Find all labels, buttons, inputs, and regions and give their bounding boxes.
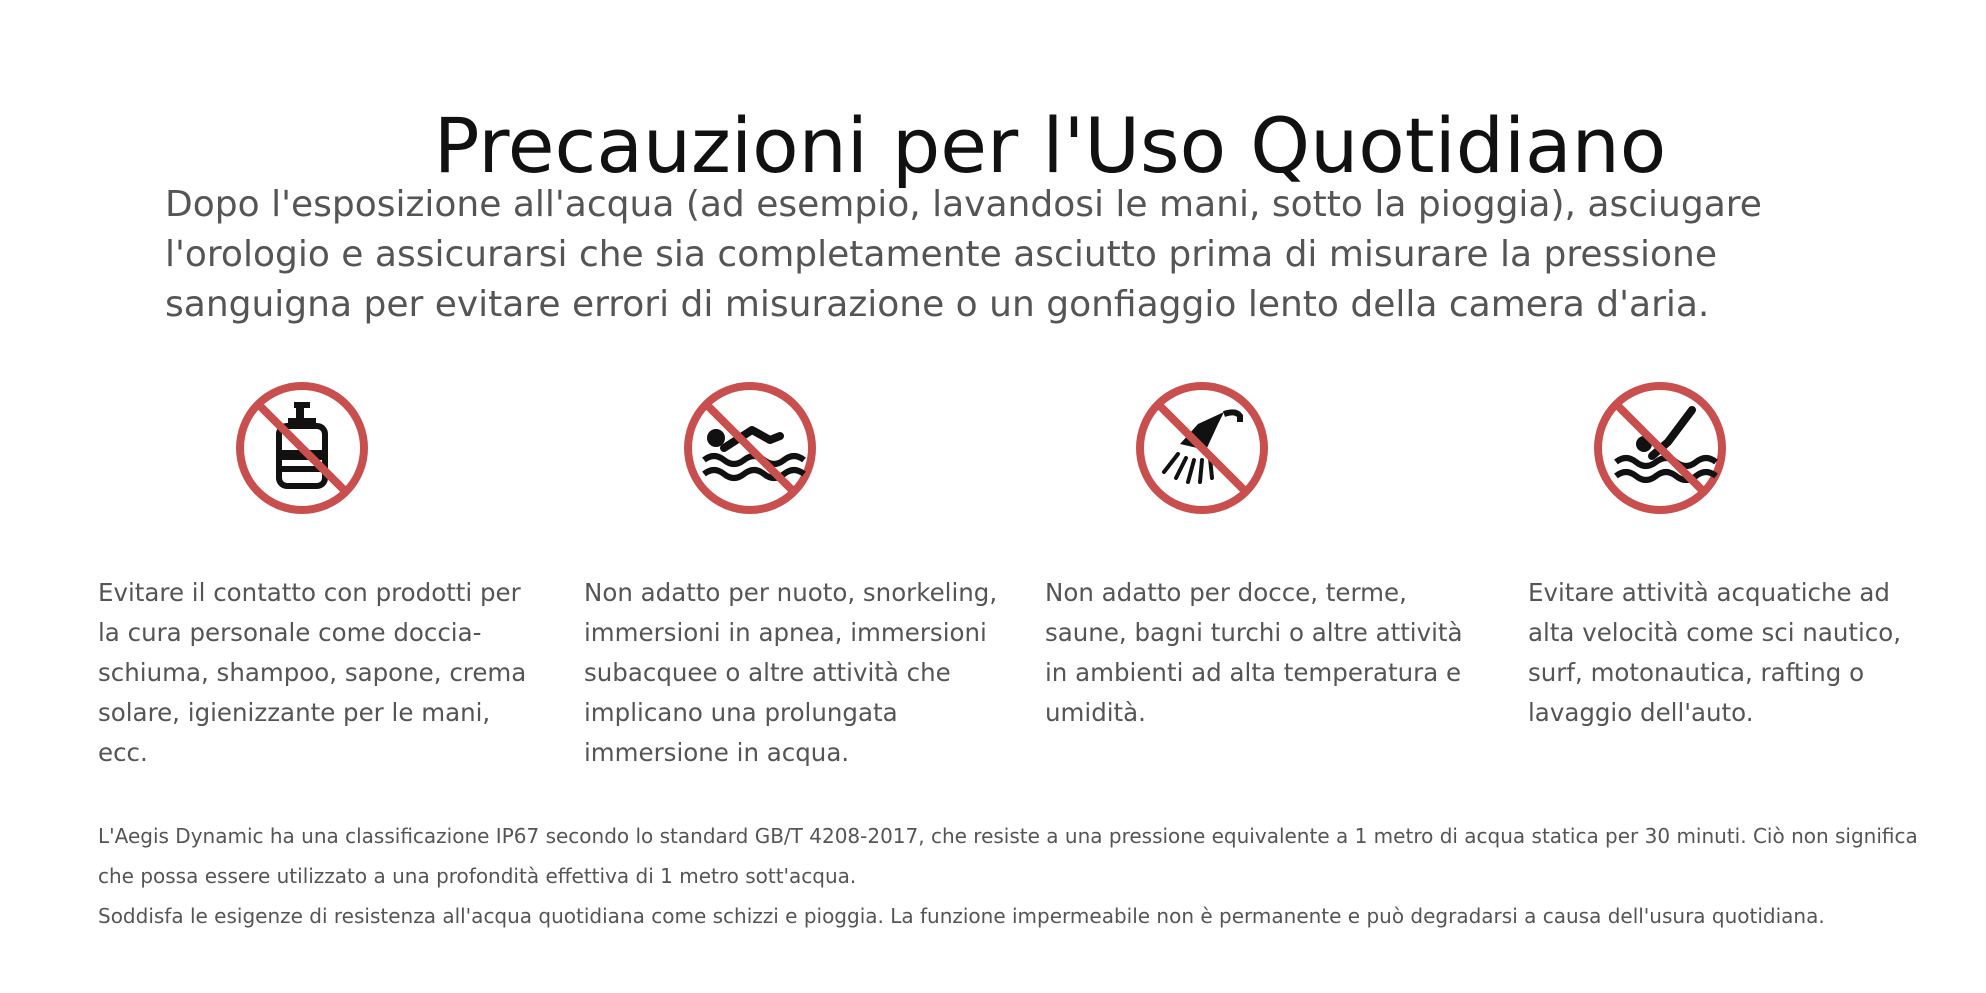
no-water-sports-icon — [1592, 380, 1728, 516]
precaution-icons — [0, 380, 1986, 520]
precaution-text-3: Non adatto per docce, terme, saune, bagni turchi o altre attività in ambienti ad alta temperatura e umidità. — [1045, 578, 1463, 727]
precaution-text-1: Evitare il contatto con prodotti per la cura personale come doccia-schiuma, shampoo, sapone, crema solare, igienizzante per le mani, ecc. — [98, 578, 527, 767]
page-title: Precauzioni per l'Uso Quotidiano — [433, 100, 1667, 190]
footer-line-2: Soddisfa le esigenze di resistenza all'acqua quotidiana come schizzi e pioggia. La funzione impermeabile non è permanente e può degradarsi a causa dell'usura quotidiana. — [98, 904, 1825, 928]
precaution-text-4: Evitare attività acquatiche ad alta velocità come sci nautico, surf, motonautica, rafting o lavaggio dell'auto. — [1528, 578, 1902, 727]
precaution-text-2: Non adatto per nuoto, snorkeling, immersioni in apnea, immersioni subacquee o altre attività che implicano una prolungata immersione in acqua. — [584, 578, 998, 767]
no-shower-icon — [1134, 380, 1270, 516]
no-soap-bottle-icon — [234, 380, 370, 516]
footer-note — [98, 816, 1918, 936]
footer-line-1: L'Aegis Dynamic ha una classificazione IP67 secondo lo standard GB/T 4208-2017, che resiste a una pressione equivalente a 1 metro di acqua statica per 30 minuti. Ciò non significa che possa essere utilizzato a una profondità effettiva di 1 metro sott'acqua. — [98, 824, 1918, 888]
no-swimming-icon — [682, 380, 818, 516]
intro-paragraph: Dopo l'esposizione all'acqua (ad esempio, lavandosi le mani, sotto la pioggia), asciugare l'orologio e assicurarsi che sia completamente asciutto prima di misurare la pressione sanguigna per evitare errori di misurazione o un gonfiaggio lento della camera d'aria. — [165, 184, 1762, 325]
